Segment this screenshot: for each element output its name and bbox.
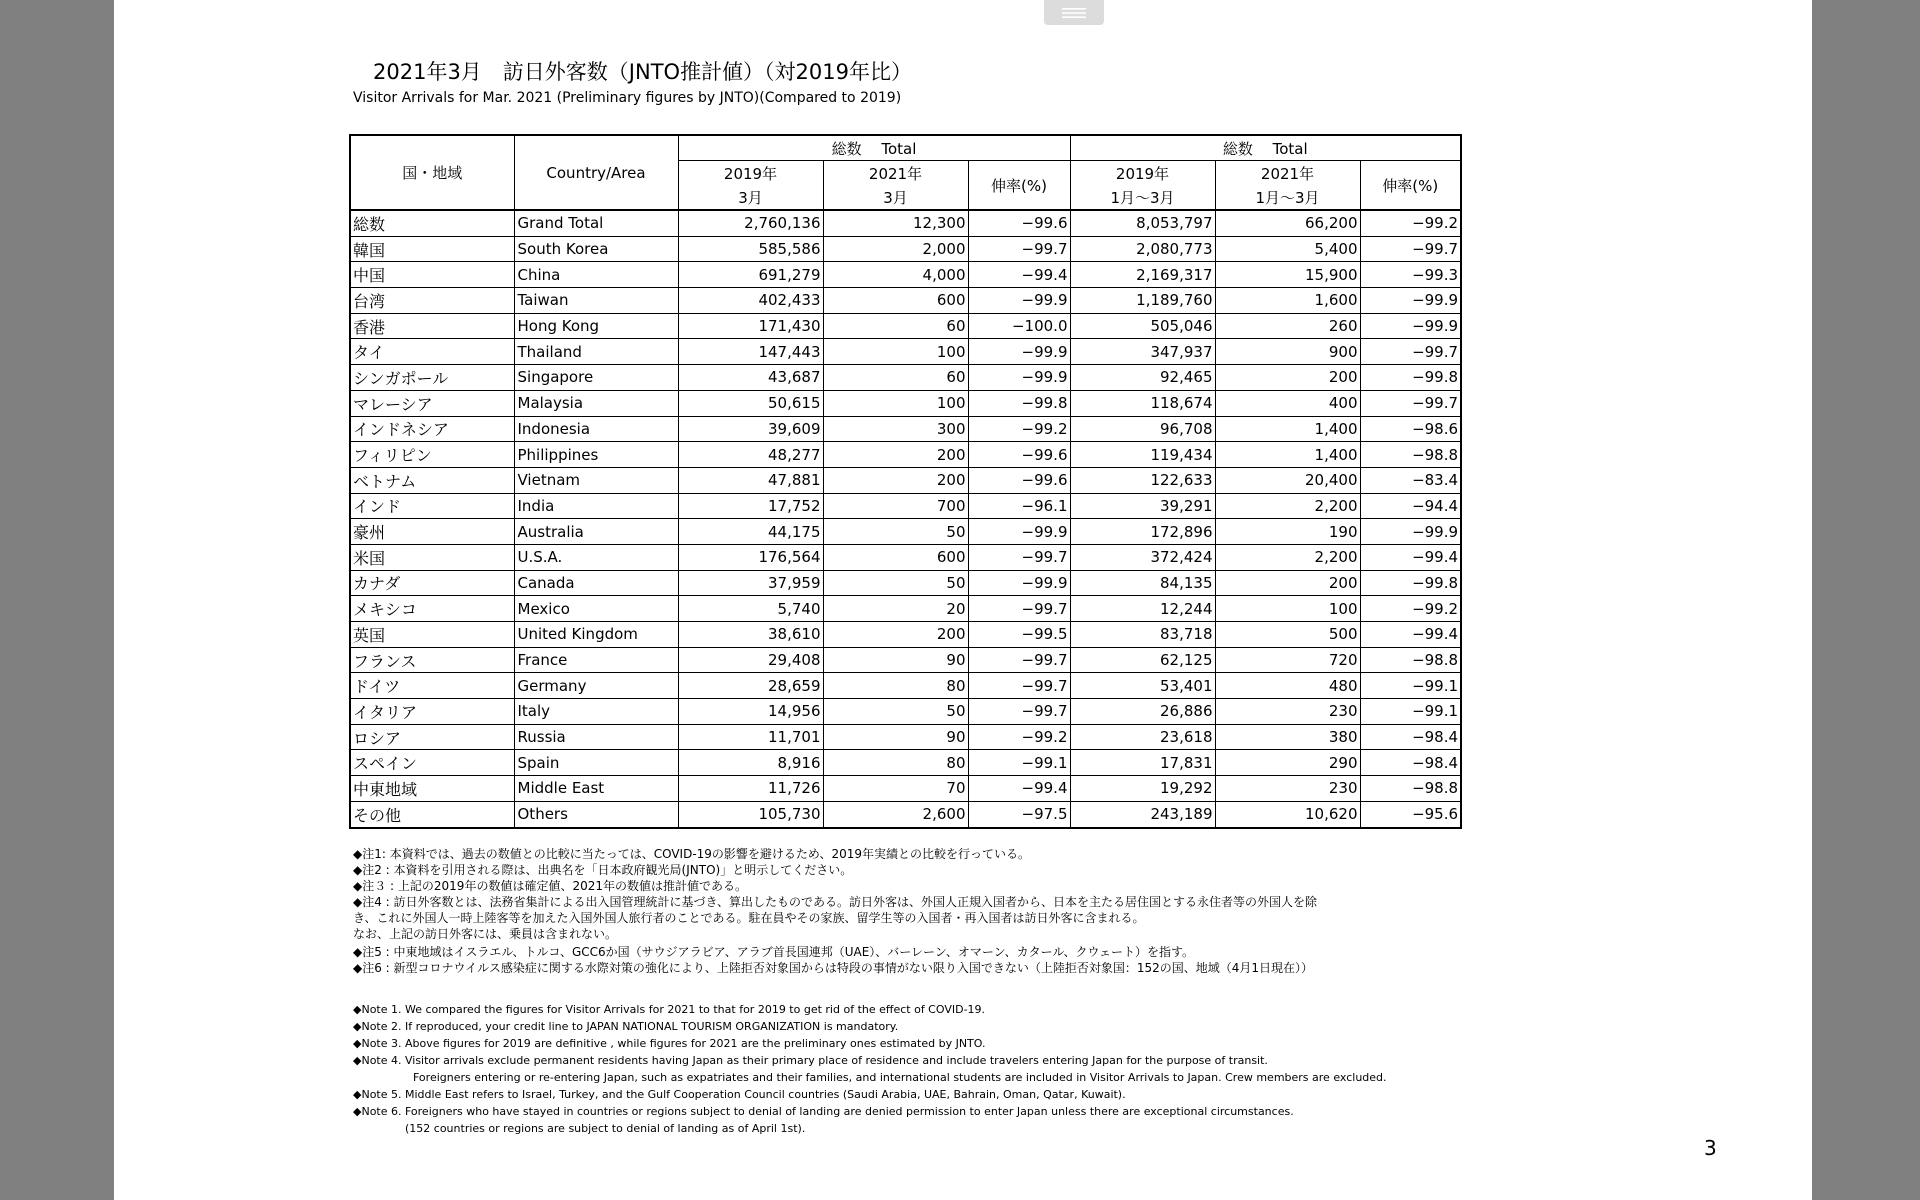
country-jp-cell: シンガポール (350, 365, 514, 391)
ytd-2019-cell: 23,618 (1070, 724, 1215, 750)
ytd-2021-cell: 2,200 (1215, 544, 1360, 570)
ytd-2019-cell: 119,434 (1070, 442, 1215, 468)
march-2019-cell: 2,760,136 (678, 210, 823, 236)
page-subtitle: Visitor Arrivals for Mar. 2021 (Preliminary figures by JNTO)(Compared to 2019) (353, 90, 902, 106)
header-2021-march: 2021年 (823, 161, 968, 186)
ytd-2021-cell: 2,200 (1215, 493, 1360, 519)
march-2021-cell: 2,600 (823, 801, 968, 827)
march-2019-cell: 11,726 (678, 776, 823, 802)
notes-english (353, 1001, 1387, 1137)
ytd-2021-cell: 5,400 (1215, 236, 1360, 262)
ytd-rate-cell: −98.4 (1360, 750, 1461, 776)
table-row (350, 570, 1461, 596)
table-row (350, 262, 1461, 288)
header-2019-march-sub: 3月 (678, 185, 823, 210)
ytd-2021-cell: 400 (1215, 390, 1360, 416)
header-rate-month: 伸率(%) (968, 161, 1070, 211)
ytd-2021-cell: 480 (1215, 673, 1360, 699)
country-jp-cell: ベトナム (350, 467, 514, 493)
table-row (350, 365, 1461, 391)
table-row (350, 622, 1461, 648)
header-country-jp: 国・地域 (350, 135, 514, 210)
march-2021-cell: 300 (823, 416, 968, 442)
table-row (350, 339, 1461, 365)
country-en-cell: Malaysia (514, 390, 678, 416)
ytd-rate-cell: −99.9 (1360, 313, 1461, 339)
table-row (350, 544, 1461, 570)
march-2019-cell: 44,175 (678, 519, 823, 545)
march-2019-cell: 105,730 (678, 801, 823, 827)
country-jp-cell: ドイツ (350, 673, 514, 699)
march-2019-cell: 47,881 (678, 467, 823, 493)
march-rate-cell: −99.7 (968, 544, 1070, 570)
ytd-2019-cell: 92,465 (1070, 365, 1215, 391)
march-rate-cell: −99.6 (968, 442, 1070, 468)
note-en: ◆Note 3. Above figures for 2019 are definitive , while figures for 2021 are the preliminary ones estimated by JNTO. (353, 1037, 986, 1050)
ytd-rate-cell: −99.3 (1360, 262, 1461, 288)
page-number: 3 (1704, 1136, 1717, 1160)
header-2019-ytd: 2019年 (1070, 161, 1215, 186)
march-rate-cell: −99.9 (968, 570, 1070, 596)
country-en-cell: Thailand (514, 339, 678, 365)
header-rate-ytd: 伸率(%) (1360, 161, 1461, 211)
ytd-2021-cell: 1,600 (1215, 288, 1360, 314)
country-jp-cell: 豪州 (350, 519, 514, 545)
ytd-2021-cell: 200 (1215, 365, 1360, 391)
country-jp-cell: スペイン (350, 750, 514, 776)
march-2021-cell: 80 (823, 673, 968, 699)
country-jp-cell: インド (350, 493, 514, 519)
ytd-rate-cell: −98.8 (1360, 647, 1461, 673)
march-2021-cell: 100 (823, 339, 968, 365)
ytd-2019-cell: 243,189 (1070, 801, 1215, 827)
march-2021-cell: 70 (823, 776, 968, 802)
march-2021-cell: 200 (823, 622, 968, 648)
country-jp-cell: 韓国 (350, 236, 514, 262)
march-rate-cell: −99.4 (968, 262, 1070, 288)
ytd-rate-cell: −99.1 (1360, 673, 1461, 699)
ytd-rate-cell: −99.2 (1360, 210, 1461, 236)
march-rate-cell: −99.6 (968, 467, 1070, 493)
ytd-2019-cell: 26,886 (1070, 699, 1215, 725)
country-jp-cell: 英国 (350, 622, 514, 648)
table-row (350, 236, 1461, 262)
march-2021-cell: 90 (823, 647, 968, 673)
march-2019-cell: 29,408 (678, 647, 823, 673)
table-row (350, 699, 1461, 725)
country-en-cell: Vietnam (514, 467, 678, 493)
march-rate-cell: −99.9 (968, 365, 1070, 391)
country-en-cell: Middle East (514, 776, 678, 802)
march-2019-cell: 37,959 (678, 570, 823, 596)
country-jp-cell: インドネシア (350, 416, 514, 442)
march-rate-cell: −99.9 (968, 519, 1070, 545)
march-rate-cell: −96.1 (968, 493, 1070, 519)
march-rate-cell: −99.8 (968, 390, 1070, 416)
ytd-2019-cell: 62,125 (1070, 647, 1215, 673)
note-jp: ◆注３ : 上記の2019年の数値は確定値、2021年の数値は推計値である。 (353, 879, 747, 893)
march-2021-cell: 50 (823, 570, 968, 596)
march-rate-cell: −99.7 (968, 673, 1070, 699)
ytd-rate-cell: −99.7 (1360, 339, 1461, 365)
ytd-rate-cell: −99.9 (1360, 519, 1461, 545)
ytd-2021-cell: 900 (1215, 339, 1360, 365)
country-en-cell: U.S.A. (514, 544, 678, 570)
table-row (350, 416, 1461, 442)
country-jp-cell: 中東地域 (350, 776, 514, 802)
march-rate-cell: −99.7 (968, 647, 1070, 673)
note-en: ◆Note 2. If reproduced, your credit line to JAPAN NATIONAL TOURISM ORGANIZATION is mandatory. (353, 1020, 899, 1033)
note-jp: なお、上記の訪日外客には、乗員は含まれない。 (353, 927, 618, 941)
note-en: ◆Note 1. We compared the figures for Visitor Arrivals for 2021 to that for 2019 to get rid of the effect of COVID-19. (353, 1003, 986, 1016)
march-rate-cell: −99.4 (968, 776, 1070, 802)
note-en: (152 countries or regions are subject to denial of landing as of April 1st). (405, 1122, 806, 1135)
march-rate-cell: −99.5 (968, 622, 1070, 648)
ytd-rate-cell: −95.6 (1360, 801, 1461, 827)
march-2021-cell: 700 (823, 493, 968, 519)
country-en-cell: United Kingdom (514, 622, 678, 648)
ytd-2021-cell: 200 (1215, 570, 1360, 596)
country-jp-cell: フィリピン (350, 442, 514, 468)
ytd-2019-cell: 83,718 (1070, 622, 1215, 648)
ytd-rate-cell: −83.4 (1360, 467, 1461, 493)
march-2021-cell: 2,000 (823, 236, 968, 262)
march-rate-cell: −99.6 (968, 210, 1070, 236)
march-2019-cell: 48,277 (678, 442, 823, 468)
note-jp: ◆注4 : 訪日外客数とは、法務省集計による出入国管理統計に基づき、算出したものである。訪日外客は、外国人正規入国者から、日本を主たる居住国とする永住者等の外国人を除 (353, 895, 1318, 909)
ytd-2021-cell: 10,620 (1215, 801, 1360, 827)
march-2021-cell: 600 (823, 544, 968, 570)
march-2019-cell: 147,443 (678, 339, 823, 365)
march-2021-cell: 200 (823, 442, 968, 468)
country-en-cell: Taiwan (514, 288, 678, 314)
ytd-rate-cell: −98.8 (1360, 442, 1461, 468)
note-en: ◆Note 4. Visitor arrivals exclude permanent residents having Japan as their primary place of residence and include travelers entering Japan for the purpose of transit. (353, 1054, 1268, 1067)
menu-button[interactable] (1044, 0, 1104, 25)
march-2021-cell: 60 (823, 313, 968, 339)
march-2019-cell: 171,430 (678, 313, 823, 339)
march-rate-cell: −99.7 (968, 236, 1070, 262)
country-jp-cell: ロシア (350, 724, 514, 750)
note-en: Foreigners entering or re-entering Japan, such as expatriates and their families, and international students are included in Visitor Arrivals to Japan. Crew members are excluded. (413, 1071, 1387, 1084)
march-2019-cell: 39,609 (678, 416, 823, 442)
table-row (350, 519, 1461, 545)
country-jp-cell: その他 (350, 801, 514, 827)
note-jp: ◆注1: 本資料では、過去の数値との比較に当たっては、COVID-19の影響を避けるため、2019年実績との比較を行っている。 (353, 847, 1030, 861)
country-en-cell: France (514, 647, 678, 673)
ytd-2021-cell: 230 (1215, 776, 1360, 802)
country-en-cell: India (514, 493, 678, 519)
march-rate-cell: −99.7 (968, 596, 1070, 622)
march-2019-cell: 5,740 (678, 596, 823, 622)
country-en-cell: South Korea (514, 236, 678, 262)
header-group-ytd: 総数 Total (1070, 135, 1461, 161)
march-2021-cell: 50 (823, 699, 968, 725)
page-title: 2021年3月 訪日外客数（JNTO推計値）（対2019年比） (373, 60, 913, 84)
header-group-month: 総数 Total (678, 135, 1070, 161)
country-jp-cell: マレーシア (350, 390, 514, 416)
country-en-cell: Mexico (514, 596, 678, 622)
ytd-2021-cell: 290 (1215, 750, 1360, 776)
ytd-2019-cell: 8,053,797 (1070, 210, 1215, 236)
ytd-2019-cell: 372,424 (1070, 544, 1215, 570)
ytd-2019-cell: 347,937 (1070, 339, 1215, 365)
march-2021-cell: 200 (823, 467, 968, 493)
notes-japanese (353, 846, 1317, 976)
ytd-2019-cell: 2,169,317 (1070, 262, 1215, 288)
header-country-en: Country/Area (514, 135, 678, 210)
ytd-2021-cell: 100 (1215, 596, 1360, 622)
table-row (350, 467, 1461, 493)
table-row (350, 390, 1461, 416)
country-en-cell: Australia (514, 519, 678, 545)
country-jp-cell: 香港 (350, 313, 514, 339)
ytd-2021-cell: 230 (1215, 699, 1360, 725)
country-jp-cell: イタリア (350, 699, 514, 725)
note-en: ◆Note 6. Foreigners who have stayed in countries or regions subject to denial of landing are denied permission to enter Japan unless there are exceptional circumstances. (353, 1105, 1294, 1118)
march-rate-cell: −99.1 (968, 750, 1070, 776)
ytd-2021-cell: 260 (1215, 313, 1360, 339)
march-2019-cell: 50,615 (678, 390, 823, 416)
march-2021-cell: 100 (823, 390, 968, 416)
ytd-2019-cell: 19,292 (1070, 776, 1215, 802)
march-2019-cell: 14,956 (678, 699, 823, 725)
ytd-2019-cell: 96,708 (1070, 416, 1215, 442)
table-row (350, 750, 1461, 776)
march-2021-cell: 600 (823, 288, 968, 314)
march-2021-cell: 4,000 (823, 262, 968, 288)
ytd-rate-cell: −99.7 (1360, 236, 1461, 262)
table-row (350, 724, 1461, 750)
ytd-2021-cell: 20,400 (1215, 467, 1360, 493)
country-jp-cell: 総数 (350, 210, 514, 236)
ytd-2021-cell: 15,900 (1215, 262, 1360, 288)
march-rate-cell: −99.7 (968, 699, 1070, 725)
ytd-rate-cell: −98.6 (1360, 416, 1461, 442)
ytd-2021-cell: 190 (1215, 519, 1360, 545)
march-2019-cell: 176,564 (678, 544, 823, 570)
ytd-2019-cell: 12,244 (1070, 596, 1215, 622)
ytd-2019-cell: 505,046 (1070, 313, 1215, 339)
ytd-2021-cell: 1,400 (1215, 416, 1360, 442)
country-en-cell: Hong Kong (514, 313, 678, 339)
march-2021-cell: 50 (823, 519, 968, 545)
table-row (350, 801, 1461, 827)
country-en-cell: China (514, 262, 678, 288)
ytd-rate-cell: −99.4 (1360, 622, 1461, 648)
ytd-2019-cell: 39,291 (1070, 493, 1215, 519)
country-en-cell: Singapore (514, 365, 678, 391)
note-jp: き、これに外国人一時上陸客等を加えた入国外国人旅行者のことである。駐在員やその家族、留学生等の入国者・再入国者は訪日外客に含まれる。 (353, 911, 1145, 925)
visitor-arrivals-table (349, 134, 1462, 829)
header-2021-ytd: 2021年 (1215, 161, 1360, 186)
country-jp-cell: フランス (350, 647, 514, 673)
country-jp-cell: 中国 (350, 262, 514, 288)
ytd-2019-cell: 118,674 (1070, 390, 1215, 416)
country-en-cell: Grand Total (514, 210, 678, 236)
country-en-cell: Philippines (514, 442, 678, 468)
header-2019-ytd-sub: 1月～3月 (1070, 185, 1215, 210)
ytd-rate-cell: −98.4 (1360, 724, 1461, 750)
march-2019-cell: 585,586 (678, 236, 823, 262)
table-row (350, 442, 1461, 468)
ytd-2021-cell: 720 (1215, 647, 1360, 673)
country-en-cell: Russia (514, 724, 678, 750)
table-row (350, 673, 1461, 699)
country-jp-cell: タイ (350, 339, 514, 365)
march-rate-cell: −97.5 (968, 801, 1070, 827)
ytd-2021-cell: 500 (1215, 622, 1360, 648)
march-2019-cell: 691,279 (678, 262, 823, 288)
country-jp-cell: 台湾 (350, 288, 514, 314)
country-jp-cell: メキシコ (350, 596, 514, 622)
march-2019-cell: 28,659 (678, 673, 823, 699)
march-2019-cell: 43,687 (678, 365, 823, 391)
march-2019-cell: 8,916 (678, 750, 823, 776)
ytd-2019-cell: 122,633 (1070, 467, 1215, 493)
note-jp: ◆注6 : 新型コロナウイルス感染症に関する水際対策の強化により、上陸拒否対象国からは特段の事情がない限り入国できない（上陸拒否対象国：152の国、地域（4月1日現在）） (353, 961, 1313, 975)
ytd-rate-cell: −99.7 (1360, 390, 1461, 416)
ytd-rate-cell: −99.4 (1360, 544, 1461, 570)
table-row (350, 288, 1461, 314)
march-rate-cell: −100.0 (968, 313, 1070, 339)
ytd-rate-cell: −99.8 (1360, 365, 1461, 391)
country-en-cell: Canada (514, 570, 678, 596)
ytd-2019-cell: 84,135 (1070, 570, 1215, 596)
ytd-rate-cell: −99.8 (1360, 570, 1461, 596)
table-row (350, 313, 1461, 339)
ytd-rate-cell: −94.4 (1360, 493, 1461, 519)
ytd-2021-cell: 66,200 (1215, 210, 1360, 236)
note-jp: ◆注2 : 本資料を引用される際は、出典名を「日本政府観光局(JNTO)」と明示してください。 (353, 863, 853, 877)
table-row (350, 776, 1461, 802)
note-en: ◆Note 5. Middle East refers to Israel, Turkey, and the Gulf Cooperation Council countries (Saudi Arabia, UAE, Bahrain, Oman, Qatar, Kuwait). (353, 1088, 1126, 1101)
country-en-cell: Italy (514, 699, 678, 725)
header-2019-march: 2019年 (678, 161, 823, 186)
ytd-2019-cell: 1,189,760 (1070, 288, 1215, 314)
country-en-cell: Spain (514, 750, 678, 776)
ytd-2019-cell: 17,831 (1070, 750, 1215, 776)
ytd-2019-cell: 53,401 (1070, 673, 1215, 699)
table-row (350, 647, 1461, 673)
march-2019-cell: 402,433 (678, 288, 823, 314)
march-2021-cell: 20 (823, 596, 968, 622)
ytd-2019-cell: 172,896 (1070, 519, 1215, 545)
note-jp: ◆注5 : 中東地域はイスラエル、トルコ、GCC6か国（サウジアラビア、アラブ首長国連邦（UAE）、バーレーン、オマーン、カタール、クウェート）を指す。 (353, 945, 1195, 959)
ytd-2021-cell: 1,400 (1215, 442, 1360, 468)
march-2019-cell: 17,752 (678, 493, 823, 519)
march-2021-cell: 80 (823, 750, 968, 776)
ytd-rate-cell: −99.1 (1360, 699, 1461, 725)
country-jp-cell: 米国 (350, 544, 514, 570)
country-en-cell: Indonesia (514, 416, 678, 442)
country-en-cell: Others (514, 801, 678, 827)
table-row (350, 596, 1461, 622)
march-2021-cell: 12,300 (823, 210, 968, 236)
march-2021-cell: 60 (823, 365, 968, 391)
country-jp-cell: カナダ (350, 570, 514, 596)
table-row (350, 210, 1461, 236)
march-2021-cell: 90 (823, 724, 968, 750)
ytd-rate-cell: −98.8 (1360, 776, 1461, 802)
hamburger-menu-icon (1060, 6, 1088, 20)
ytd-rate-cell: −99.2 (1360, 596, 1461, 622)
ytd-2019-cell: 2,080,773 (1070, 236, 1215, 262)
march-rate-cell: −99.9 (968, 339, 1070, 365)
march-rate-cell: −99.9 (968, 288, 1070, 314)
ytd-rate-cell: −99.9 (1360, 288, 1461, 314)
march-rate-cell: −99.2 (968, 416, 1070, 442)
march-rate-cell: −99.2 (968, 724, 1070, 750)
march-2019-cell: 11,701 (678, 724, 823, 750)
header-2021-march-sub: 3月 (823, 185, 968, 210)
header-2021-ytd-sub: 1月～3月 (1215, 185, 1360, 210)
country-en-cell: Germany (514, 673, 678, 699)
table-row (350, 493, 1461, 519)
ytd-2021-cell: 380 (1215, 724, 1360, 750)
march-2019-cell: 38,610 (678, 622, 823, 648)
